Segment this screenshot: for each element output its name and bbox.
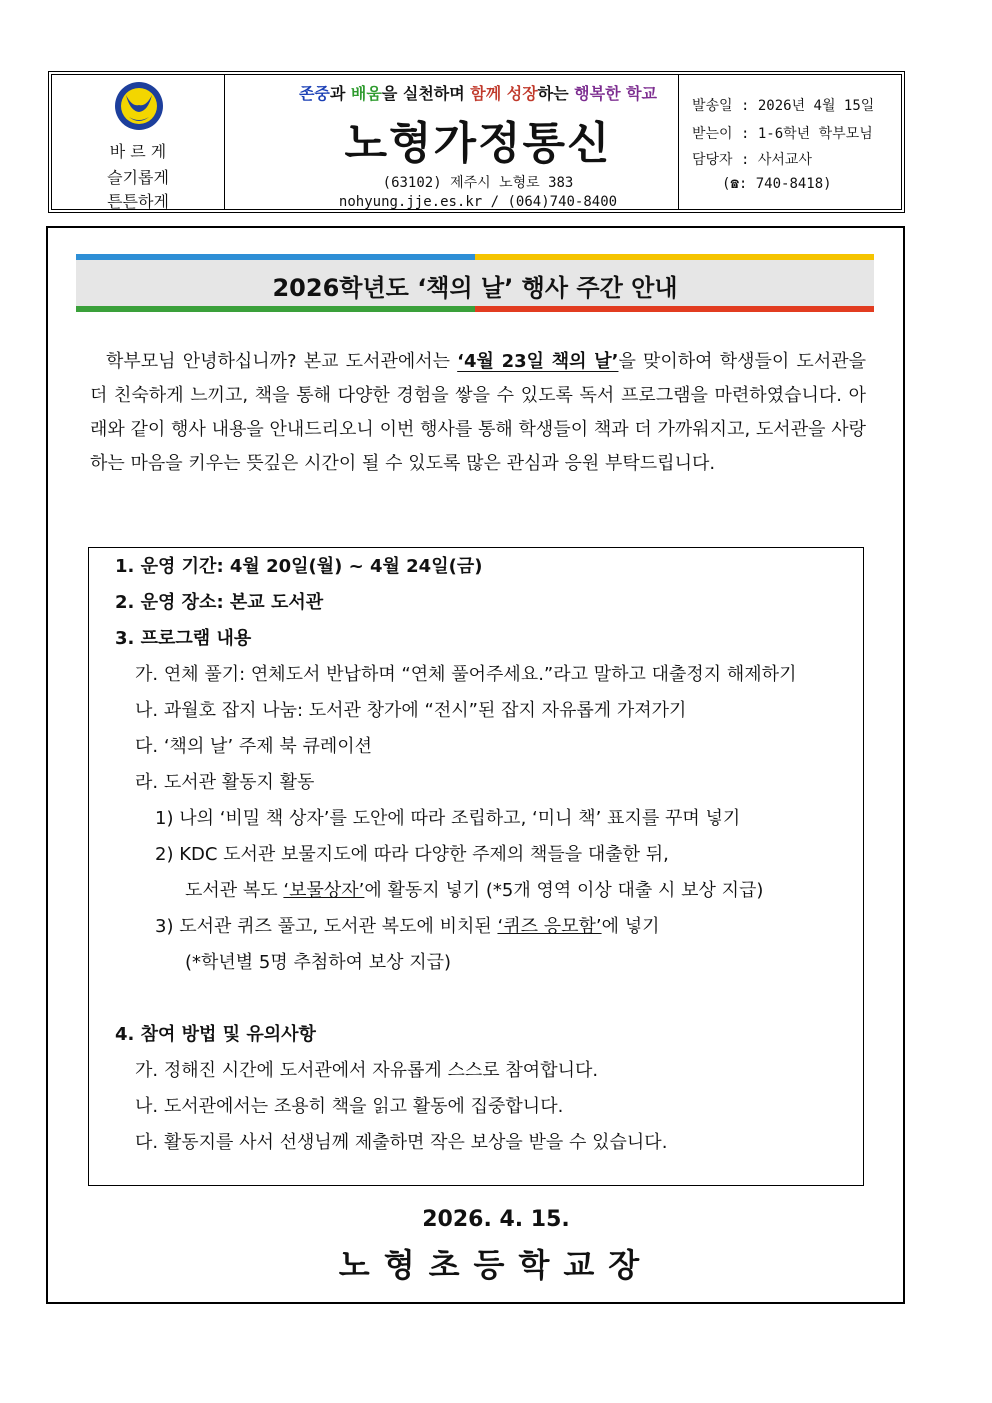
newsletter-title: 노형가정통신	[344, 118, 612, 169]
phone-line	[722, 176, 832, 192]
issue-date: 2026. 4. 15.	[422, 1207, 570, 1232]
school-contact: nohyung.jje.es.kr / (064)740-8400	[338, 194, 618, 210]
program-item-b: 나. 과월호 잡지 나눔: 도서관 창가에 “전시”된 잡지 자유롭게 가져가기	[135, 700, 687, 721]
details-box	[88, 547, 864, 1186]
motto-line-1: 바 르 게	[109, 142, 167, 161]
phone-number: : 740-8418)	[738, 176, 832, 192]
banner-title: 2026학년도 ‘책의 날’ 행사 주간 안내	[272, 274, 678, 302]
intro-after: 을 맞이하여 학생들이 도서관을 더 친숙하게 느끼고, 책을 통해 다양한 경험을 쌓을 수 있도록 독서 프로그램을 마련하였습니다. 아래와 같이 행사 내용을 안내드리오니 이번 행사를 통해 학생들이 책과 더 가까워지고, 도서관을 사랑하는 마음을 키우는 뜻깊은 시간이 될 수 있도록 많은 관심과 응원 부탁드립니다.	[90, 351, 866, 474]
phone-icon: ☎	[730, 176, 739, 192]
banner-bottom-bar-red	[475, 306, 874, 312]
activity-3-post: 에 넣기	[601, 916, 660, 937]
slogan-segment: 함께 성장	[470, 84, 538, 103]
activity-2: 2) KDC 도서관 보물지도에 따라 다양한 주제의 책들을 대출한 뒤,	[155, 844, 669, 865]
detail-program-heading: 3. 프로그램 내용	[115, 628, 252, 649]
program-item-c: 다. ‘책의 날’ 주제 북 큐레이션	[135, 736, 373, 757]
participation-b: 나. 도서관에서는 조용히 책을 읽고 활동에 집중합니다.	[135, 1096, 564, 1117]
slogan-segment: 과	[329, 84, 351, 103]
quiz-box-label: ‘퀴즈 응모함’	[497, 916, 602, 937]
banner-bottom-bar-green	[76, 306, 475, 312]
slogan-segment: 존중	[298, 84, 330, 103]
activity-3-pre: 3) 도서관 퀴즈 풀고, 도서관 복도에 비치된	[155, 916, 498, 937]
header-inner-border	[51, 74, 902, 210]
slogan-segment: 행복한 학교	[574, 84, 658, 103]
header-divider-left	[224, 75, 225, 209]
activity-3	[155, 912, 659, 938]
school-slogan	[226, 81, 730, 104]
activity-2-post: 에 활동지 넣기 (*5개 영역 이상 대출 시 보상 지급)	[364, 880, 764, 901]
slogan-segment: 을 실천하며	[381, 84, 471, 103]
treasure-box-label: ‘보물상자’	[283, 880, 365, 901]
detail-period: 1. 운영 기간: 4월 20일(월) ~ 4월 24일(금)	[115, 556, 483, 577]
sent-date: 발송일 : 2026년 4월 15일	[692, 98, 875, 114]
program-item-a: 가. 연체 풀기: 연체도서 반납하며 “연체 풀어주세요.”라고 말하고 대출정지 해제하기	[135, 664, 797, 685]
participation-a: 가. 정해진 시간에 도서관에서 자유롭게 스스로 참여합니다.	[135, 1060, 599, 1081]
phone-open: (	[722, 176, 731, 192]
recipient: 받는이 : 1-6학년 학부모님	[692, 126, 873, 142]
participation-c: 다. 활동지를 사서 선생님께 제출하면 작은 보상을 받을 수 있습니다.	[135, 1132, 668, 1153]
intro-highlight: ‘4월 23일 책의 날’	[457, 351, 619, 372]
detail-location: 2. 운영 장소: 본교 도서관	[115, 592, 324, 613]
principal-signature: 노형초등학교장	[338, 1246, 654, 1284]
activity-2-pre: 도서관 복도	[185, 880, 284, 901]
motto-line-3: 튼튼하게	[107, 192, 169, 211]
program-item-d: 라. 도서관 활동지 활동	[135, 772, 315, 793]
header-table	[48, 71, 905, 213]
slogan-segment: 배움	[350, 84, 382, 103]
activity-1: 1) 나의 ‘비밀 책 상자’를 도안에 따라 조립하고, ‘미니 책’ 표지를 꾸며 넣기	[155, 808, 741, 829]
activity-2-cont	[185, 876, 763, 902]
detail-participation-heading: 4. 참여 방법 및 유의사항	[115, 1024, 316, 1045]
motto-line-2: 슬기롭게	[107, 168, 169, 187]
banner	[76, 260, 874, 306]
intro-paragraph	[90, 345, 866, 481]
school-logo-icon	[114, 81, 164, 131]
activity-3-note: (*학년별 5명 추첨하여 보상 지급)	[185, 952, 452, 973]
school-address: (63102) 제주시 노형로 383	[382, 175, 574, 191]
slogan-segment: 하는	[537, 84, 575, 103]
intro-before: 학부모님 안녕하십니까? 본교 도서관에서는	[106, 351, 458, 372]
owner: 담당자 : 사서교사	[692, 152, 812, 168]
